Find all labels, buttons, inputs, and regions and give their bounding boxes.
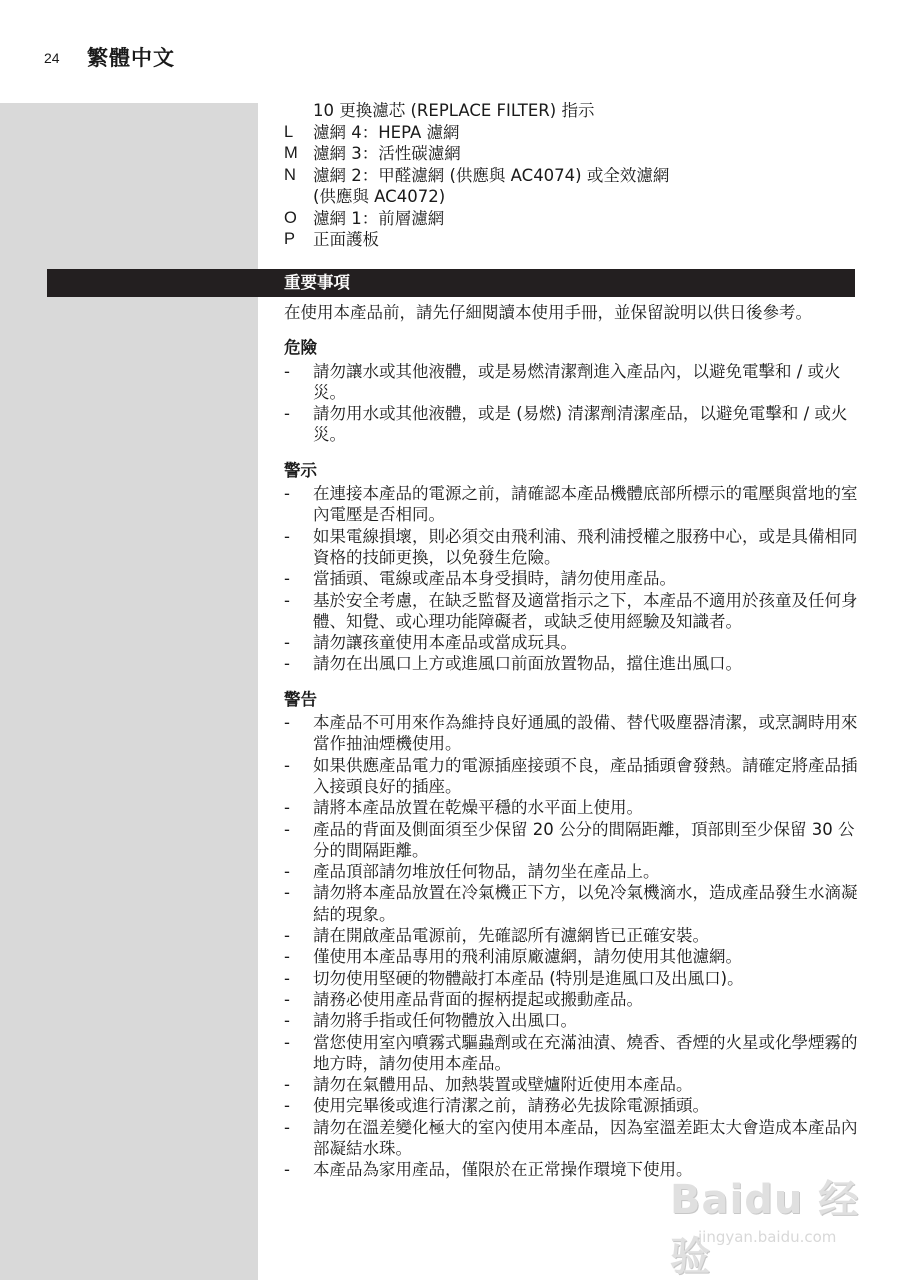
bullet-item — [284, 1159, 858, 1180]
parts-list — [284, 100, 864, 251]
bullet-dash: - — [284, 819, 290, 839]
bullet-item — [284, 526, 858, 569]
part-text: 濾網 1：前層濾網 — [313, 208, 445, 228]
bullet-text: 僅使用本產品專用的飛利浦原廠濾網，請勿使用其他濾網。 — [313, 947, 742, 967]
bullet-text: 請務必使用產品背面的握柄提起或搬動產品。 — [313, 989, 643, 1009]
bullet-text: 本產品為家用產品，僅限於在正常操作環境下使用。 — [313, 1160, 693, 1180]
danger-heading: 危險 — [284, 338, 317, 358]
bullet-item — [284, 590, 858, 633]
bullet-dash: - — [284, 1160, 290, 1180]
bullet-text: 請勿將本產品放置在冷氣機正下方，以免冷氣機滴水，造成產品發生水滴凝結的現象。 — [313, 883, 858, 924]
bullet-item — [284, 361, 858, 404]
caution-block — [284, 689, 858, 1181]
bullet-text: 請勿將手指或任何物體放入出風口。 — [313, 1011, 577, 1031]
part-letter: P — [284, 230, 296, 248]
caution-list — [284, 712, 858, 1181]
warning-list — [284, 483, 858, 675]
bullet-dash: - — [284, 947, 290, 967]
bullet-dash: - — [284, 1011, 290, 1031]
bullet-item — [284, 403, 858, 446]
bullet-item — [284, 1010, 858, 1031]
caution-heading: 警告 — [284, 689, 317, 709]
bullet-text: 請勿在出風口上方或進風口前面放置物品，擋住進出風口。 — [313, 654, 742, 674]
section-title: 重要事項 — [284, 273, 350, 292]
bullet-dash: - — [284, 484, 290, 504]
page-number: 24 — [44, 50, 60, 66]
parts-list-item — [284, 100, 864, 122]
intro-paragraph: 在使用本產品前，請先仔細閱讀本使用手冊，並保留說明以供日後參考。 — [284, 303, 812, 322]
parts-list-item — [284, 122, 864, 144]
bullet-text: 請勿讓水或其他液體，或是易燃清潔劑進入產品內，以避免電擊和 / 或火災。 — [313, 361, 841, 402]
bullet-dash: - — [284, 1117, 290, 1137]
bullet-text: 請勿讓孩童使用本產品或當成玩具。 — [313, 633, 577, 653]
bullet-item — [284, 483, 858, 526]
watermark-url: jingyan.baidu.com — [698, 1228, 837, 1246]
bullet-item — [284, 755, 858, 798]
bullet-item — [284, 1095, 858, 1116]
part-letter: N — [284, 165, 296, 184]
bullet-text: 本產品不可用來作為維持良好通風的設備、替代吸塵器清潔，或烹調時用來當作抽油煙機使用。 — [313, 713, 858, 754]
bullet-item — [284, 968, 858, 989]
part-text-continued: (供應與 AC4072) — [313, 187, 446, 206]
bullet-item — [284, 712, 858, 755]
parts-list-item — [284, 165, 864, 187]
bullet-dash: - — [284, 1075, 290, 1095]
bullet-text: 請將本產品放置在乾燥平穩的水平面上使用。 — [313, 798, 643, 818]
bullet-dash: - — [284, 590, 290, 610]
watermark-logo-text: Baidu 经验 — [670, 1177, 860, 1280]
bullet-item — [284, 946, 858, 967]
parts-list-item — [284, 229, 864, 251]
bullet-text: 如果電線損壞，則必須交由飛利浦、飛利浦授權之服務中心，或是具備相同資格的技師更換，以免發生危險。 — [313, 526, 858, 567]
warning-block — [284, 460, 858, 675]
bullet-dash: - — [284, 1096, 290, 1116]
bullet-text: 請在開啟產品電源前，先確認所有濾網皆已正確安裝。 — [313, 926, 709, 946]
bullet-dash: - — [284, 654, 290, 674]
bullet-text: 基於安全考慮，在缺乏監督及適當指示之下，本產品不適用於孩童及任何身體、知覺、或心理功能障礙者，或缺乏使用經驗及知識者。 — [313, 590, 858, 631]
bullet-dash: - — [284, 1032, 290, 1052]
bullet-text: 請勿在溫差變化極大的室內使用本產品，因為室溫差距太大會造成本產品內部凝結水珠。 — [313, 1117, 858, 1158]
bullet-item — [284, 632, 858, 653]
bullet-item — [284, 819, 858, 862]
bullet-item — [284, 797, 858, 818]
bullet-item — [284, 568, 858, 589]
bullet-dash: - — [284, 926, 290, 946]
bullet-dash: - — [284, 883, 290, 903]
warning-heading: 警示 — [284, 460, 317, 480]
bullet-dash: - — [284, 862, 290, 882]
bullet-text: 請勿用水或其他液體，或是 (易燃) 清潔劑清潔產品，以避免電擊和 / 或火災。 — [313, 404, 848, 445]
part-letter: L — [284, 122, 294, 141]
bullet-dash: - — [284, 989, 290, 1009]
bullet-dash: - — [284, 968, 290, 988]
bullet-text: 當插頭、電線或產品本身受損時，請勿使用產品。 — [313, 569, 676, 589]
bullet-item — [284, 653, 858, 674]
part-text: 濾網 3：活性碳濾網 — [313, 144, 461, 163]
bullet-item — [284, 861, 858, 882]
bullet-text: 產品頂部請勿堆放任何物品，請勿坐在產品上。 — [313, 862, 660, 882]
part-text: 濾網 4：HEPA 濾網 — [313, 122, 460, 142]
section-header-bar — [47, 269, 855, 297]
bullet-dash: - — [284, 569, 290, 589]
bullet-text: 當您使用室內噴霧式驅蟲劑或在充滿油漬、燒香、香煙的火星或化學煙霧的地方時，請勿使用本產品。 — [313, 1032, 858, 1073]
part-letter — [284, 100, 313, 122]
parts-list-item — [284, 208, 864, 230]
bullet-item — [284, 1032, 858, 1075]
bullet-item — [284, 925, 858, 946]
page-language-title: 繁體中文 — [87, 46, 175, 70]
part-text: 正面護板 — [313, 230, 379, 249]
bullet-text: 請勿在氣體用品、加熱裝置或壁爐附近使用本產品。 — [313, 1075, 693, 1095]
bullet-item — [284, 1117, 858, 1160]
bullet-text: 產品的背面及側面須至少保留 20 公分的間隔距離，頂部則至少保留 30 公分的間隔距離。 — [313, 819, 855, 860]
bullet-text: 使用完畢後或進行清潔之前，請務必先拔除電源插頭。 — [313, 1096, 709, 1116]
bullet-text: 切勿使用堅硬的物體敲打本產品 (特別是進風口及出風口)。 — [313, 968, 744, 988]
part-text: 10 更換濾芯 (REPLACE FILTER) 指示 — [313, 101, 595, 120]
parts-list-item — [284, 143, 864, 165]
bullet-dash: - — [284, 755, 290, 775]
part-letter: M — [284, 144, 298, 162]
bullet-dash: - — [284, 713, 290, 733]
bullet-text: 在連接本產品的電源之前，請確認本產品機體底部所標示的電壓與當地的室內電壓是否相同。 — [313, 484, 858, 525]
bullet-item — [284, 1074, 858, 1095]
bullet-dash: - — [284, 361, 290, 381]
danger-block — [284, 337, 858, 445]
important-content — [284, 302, 858, 1195]
part-text: 濾網 2：甲醛濾網 (供應與 AC4074) 或全效濾網 — [313, 165, 670, 185]
bullet-dash: - — [284, 798, 290, 818]
danger-list — [284, 361, 858, 446]
bullet-dash: - — [284, 633, 290, 653]
bullet-item — [284, 989, 858, 1010]
bullet-dash: - — [284, 526, 290, 546]
bullet-dash: - — [284, 404, 290, 424]
part-letter: O — [284, 208, 297, 227]
bullet-item — [284, 882, 858, 925]
bullet-text: 如果供應產品電力的電源插座接頭不良，產品插頭會發熱。請確定將產品插入接頭良好的插座。 — [313, 755, 858, 796]
